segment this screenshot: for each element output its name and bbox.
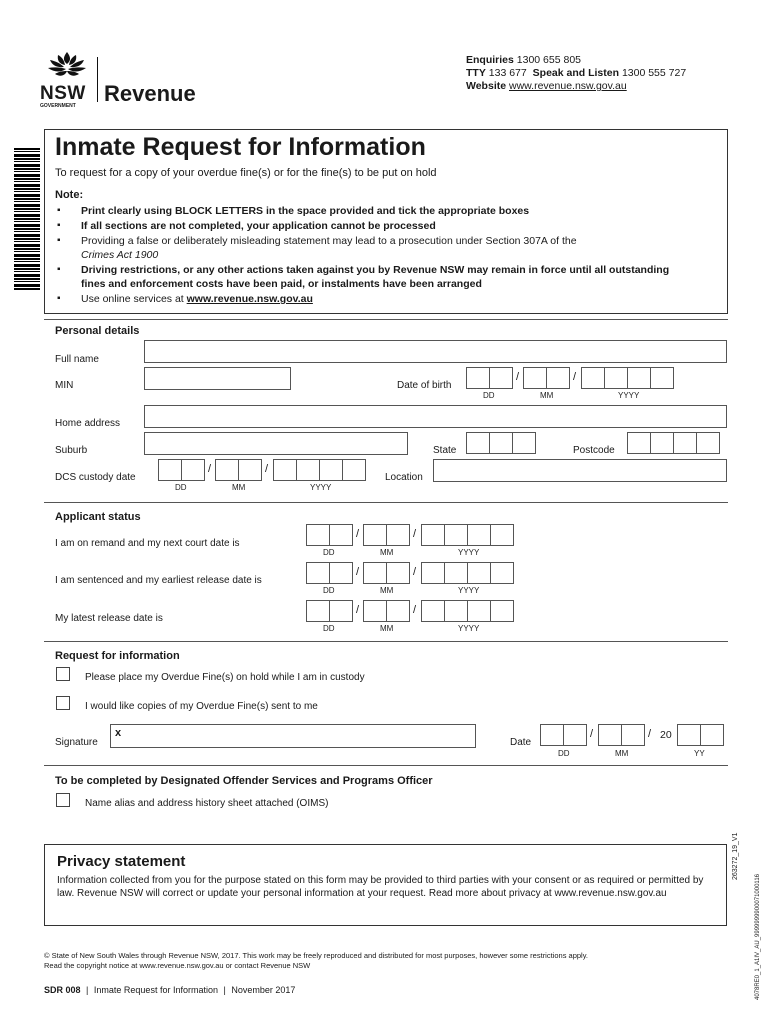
date-separator: /: [413, 528, 417, 540]
privacy-body: Information collected from you for the purpose stated on this form may be provided to third parties with your consent or as required or permitted by law. Revenue NSW will correct or update your personal information at your request. Read more about privacy at www.revenue.nsw.gov.au: [57, 875, 704, 899]
copies-label: I would like copies of my Overdue Fine(s) sent to me: [85, 701, 318, 712]
signature-input[interactable]: [110, 724, 476, 748]
sign-date-year[interactable]: [677, 724, 724, 746]
copyright-line-2: Read the copyright notice at www.revenue.nsw.gov.au or contact Revenue NSW: [44, 961, 311, 970]
dob-year[interactable]: [581, 367, 674, 389]
dcs-year[interactable]: [273, 459, 366, 481]
postcode-input[interactable]: [627, 432, 720, 454]
note-item: ▪ If all sections are not completed, your application cannot be processed: [55, 219, 715, 233]
note-item-text: Use online services at: [81, 293, 184, 305]
form-footer: [44, 985, 295, 995]
date-separator: /: [265, 463, 269, 475]
remand-label: I am on remand and my next court date is: [55, 538, 240, 549]
latest-month[interactable]: [363, 600, 410, 622]
personal-heading: Personal details: [55, 325, 140, 337]
remand-year[interactable]: [421, 524, 514, 546]
form-date: November 2017: [231, 985, 296, 995]
oims-checkbox[interactable]: [56, 793, 70, 807]
date-separator: /: [573, 371, 577, 383]
nsw-logo: [40, 50, 95, 109]
location-label: Location: [385, 472, 423, 483]
state-input[interactable]: [466, 432, 536, 454]
form-code: SDR 008: [44, 985, 81, 995]
enquiries-line: [466, 54, 581, 66]
suburb-input[interactable]: [144, 432, 408, 455]
signature-label: Signature: [55, 737, 98, 748]
side-code-2: 4078RE0_1_A1IV_AU_9999999900071000116: [755, 873, 761, 1000]
dcs-day[interactable]: [158, 459, 205, 481]
date-separator: /: [356, 566, 360, 578]
full-name-label: Full name: [55, 354, 99, 365]
full-name-input[interactable]: [144, 340, 727, 363]
date-separator: /: [356, 528, 360, 540]
home-address-input[interactable]: [144, 405, 727, 428]
dd-caption: DD: [323, 624, 335, 633]
min-input[interactable]: [144, 367, 291, 390]
oims-label: Name alias and address history sheet attached (OIMS): [85, 798, 329, 809]
dd-caption: DD: [323, 548, 335, 557]
section-divider: [44, 765, 728, 766]
barcode: [14, 148, 40, 290]
mm-caption: MM: [380, 624, 394, 633]
applicant-heading: Applicant status: [55, 511, 141, 523]
note-item-act: Crimes Act 1900: [81, 249, 159, 261]
date-separator: /: [356, 604, 360, 616]
copies-checkbox[interactable]: [56, 696, 70, 710]
dd-caption: DD: [175, 483, 187, 492]
tty-label: TTY: [466, 67, 486, 79]
enquiries-value: 1300 655 805: [516, 54, 582, 66]
privacy-heading: Privacy statement: [57, 853, 186, 870]
signature-mark: x: [115, 727, 122, 739]
yyyy-caption: YYYY: [458, 548, 480, 557]
brand-name: Revenue: [104, 81, 196, 106]
hold-fines-checkbox[interactable]: [56, 667, 70, 681]
min-label: MIN: [55, 380, 74, 391]
sentenced-year[interactable]: [421, 562, 514, 584]
enquiries-label: Enquiries: [466, 54, 514, 66]
form-title: Inmate Request for Information: [93, 985, 218, 995]
date-separator: /: [516, 371, 520, 383]
logo-text: NSW: [40, 83, 86, 104]
location-input[interactable]: [433, 459, 727, 482]
speak-value: 1300 555 727: [621, 67, 687, 79]
speak-label: Speak and Listen: [532, 67, 620, 79]
website-label: Website: [466, 80, 507, 92]
remand-day[interactable]: [306, 524, 353, 546]
yyyy-caption: YYYY: [310, 483, 332, 492]
note-item: ▪ Print clearly using BLOCK LETTERS in the space provided and tick the appropriate boxes: [55, 204, 715, 218]
dcs-date-label: DCS custody date: [55, 472, 136, 483]
date-label: Date: [510, 737, 532, 748]
website-line: [466, 80, 627, 92]
waratah-icon: [40, 50, 95, 80]
note-list: [55, 204, 715, 307]
officer-heading: To be completed by Designated Offender Services and Programs Officer: [55, 775, 433, 787]
note-item: ▪ Driving restrictions, or any other actions taken against you by Revenue NSW may remain in force until all outstanding fines and enforcement costs have been paid, or instalments have been arranged: [55, 263, 691, 291]
footer-separator: |: [223, 985, 226, 995]
page-subtitle: To request for a copy of your overdue fine(s) or for the fine(s) to be put on hold: [55, 167, 437, 179]
section-divider: [44, 502, 728, 503]
copyright-line: © State of New South Wales through Revenue NSW, 2017. This work may be freely reproduced and distributed for most purposes, however some restrictions apply.: [44, 951, 588, 960]
section-divider: [44, 641, 728, 642]
mm-caption: MM: [380, 586, 394, 595]
postcode-label: Postcode: [573, 445, 615, 456]
latest-day[interactable]: [306, 600, 353, 622]
mm-caption: MM: [232, 483, 246, 492]
logo-divider: [97, 57, 98, 102]
side-code-1: 263272_19_V1: [732, 832, 739, 880]
website-link[interactable]: www.revenue.nsw.gov.au: [509, 80, 627, 92]
year-prefix: 20: [660, 729, 672, 741]
date-separator: /: [590, 728, 594, 740]
dcs-month[interactable]: [215, 459, 262, 481]
date-separator: /: [413, 604, 417, 616]
note-item: [55, 292, 715, 306]
tty-line: [466, 67, 686, 79]
dob-label: Date of birth: [397, 380, 452, 391]
online-services-link[interactable]: www.revenue.nsw.gov.au: [186, 293, 313, 305]
dd-caption: DD: [558, 749, 570, 758]
latest-year[interactable]: [421, 600, 514, 622]
dob-day[interactable]: [466, 367, 513, 389]
mm-caption: MM: [615, 749, 629, 758]
date-separator: /: [208, 463, 212, 475]
remand-month[interactable]: [363, 524, 410, 546]
hold-fines-label: Please place my Overdue Fine(s) on hold while I am in custody: [85, 672, 365, 683]
note-heading: Note:: [55, 189, 84, 201]
sentenced-month[interactable]: [363, 562, 410, 584]
footer-separator: |: [86, 985, 89, 995]
date-separator: /: [413, 566, 417, 578]
yy-caption: YY: [694, 749, 705, 758]
mm-caption: MM: [540, 391, 554, 400]
sentenced-day[interactable]: [306, 562, 353, 584]
sign-date-day[interactable]: [540, 724, 587, 746]
dd-caption: DD: [323, 586, 335, 595]
yyyy-caption: YYYY: [618, 391, 640, 400]
yyyy-caption: YYYY: [458, 586, 480, 595]
page-title: Inmate Request for Information: [55, 133, 426, 161]
sentenced-label: I am sentenced and my earliest release date is: [55, 575, 262, 586]
note-item: [55, 234, 715, 262]
dd-caption: DD: [483, 391, 495, 400]
latest-release-label: My latest release date is: [55, 613, 163, 624]
sign-date-month[interactable]: [598, 724, 645, 746]
section-divider: [44, 319, 728, 320]
suburb-label: Suburb: [55, 445, 88, 456]
mm-caption: MM: [380, 548, 394, 557]
yyyy-caption: YYYY: [458, 624, 480, 633]
logo-sub: GOVERNMENT: [40, 103, 76, 109]
home-address-label: Home address: [55, 418, 121, 429]
state-label: State: [433, 445, 457, 456]
tty-value: 133 677: [488, 67, 527, 79]
request-heading: Request for information: [55, 650, 180, 662]
dob-month[interactable]: [523, 367, 570, 389]
date-separator: /: [648, 728, 652, 740]
note-item-text: Providing a false or deliberately misleading statement may lead to a prosecution under Section 307A of the: [81, 235, 577, 247]
